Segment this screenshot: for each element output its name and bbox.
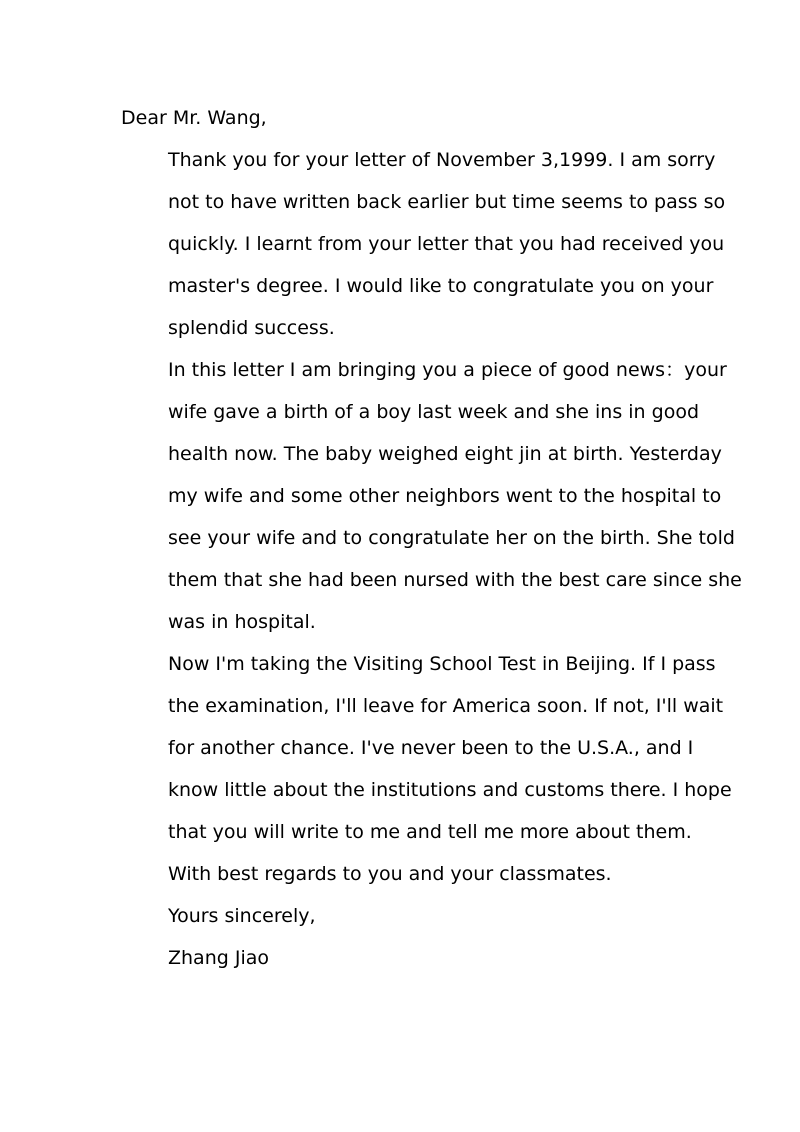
body-line: In this letter I am bringing you a piece of good news：your <box>168 359 727 381</box>
body-line: see your wife and to congratulate her on the birth. She told <box>168 527 735 549</box>
body-line: my wife and some other neighbors went to the hospital to <box>168 485 722 507</box>
body-line: was in hospital. <box>168 611 316 633</box>
body-line: splendid success. <box>168 317 335 339</box>
body-line: them that she had been nursed with the best care since she <box>168 569 742 591</box>
body-line: know little about the institutions and customs there. I hope <box>168 779 732 801</box>
closing-regards: With best regards to you and your classmates. <box>168 863 612 885</box>
body-line: wife gave a birth of a boy last week and she ins in good <box>168 401 699 423</box>
body-line: that you will write to me and tell me more about them. <box>168 821 692 843</box>
body-line: master's degree. I would like to congratulate you on your <box>168 275 714 297</box>
body-line: Now I'm taking the Visiting School Test in Beijing. If I pass <box>168 653 716 675</box>
body-line: health now. The baby weighed eight jin at birth. Yesterday <box>168 443 722 465</box>
body-line: Thank you for your letter of November 3,1999. I am sorry <box>168 149 716 171</box>
closing-sincerely: Yours sincerely, <box>168 905 316 927</box>
signature-name: Zhang Jiao <box>168 947 269 969</box>
body-line: the examination, I'll leave for America soon. If not, I'll wait <box>168 695 724 717</box>
salutation: Dear Mr. Wang, <box>121 107 267 129</box>
body-line: for another chance. I've never been to the U.S.A., and I <box>168 737 694 759</box>
body-line: quickly. I learnt from your letter that you had received you <box>168 233 725 255</box>
body-line: not to have written back earlier but time seems to pass so <box>168 191 726 213</box>
